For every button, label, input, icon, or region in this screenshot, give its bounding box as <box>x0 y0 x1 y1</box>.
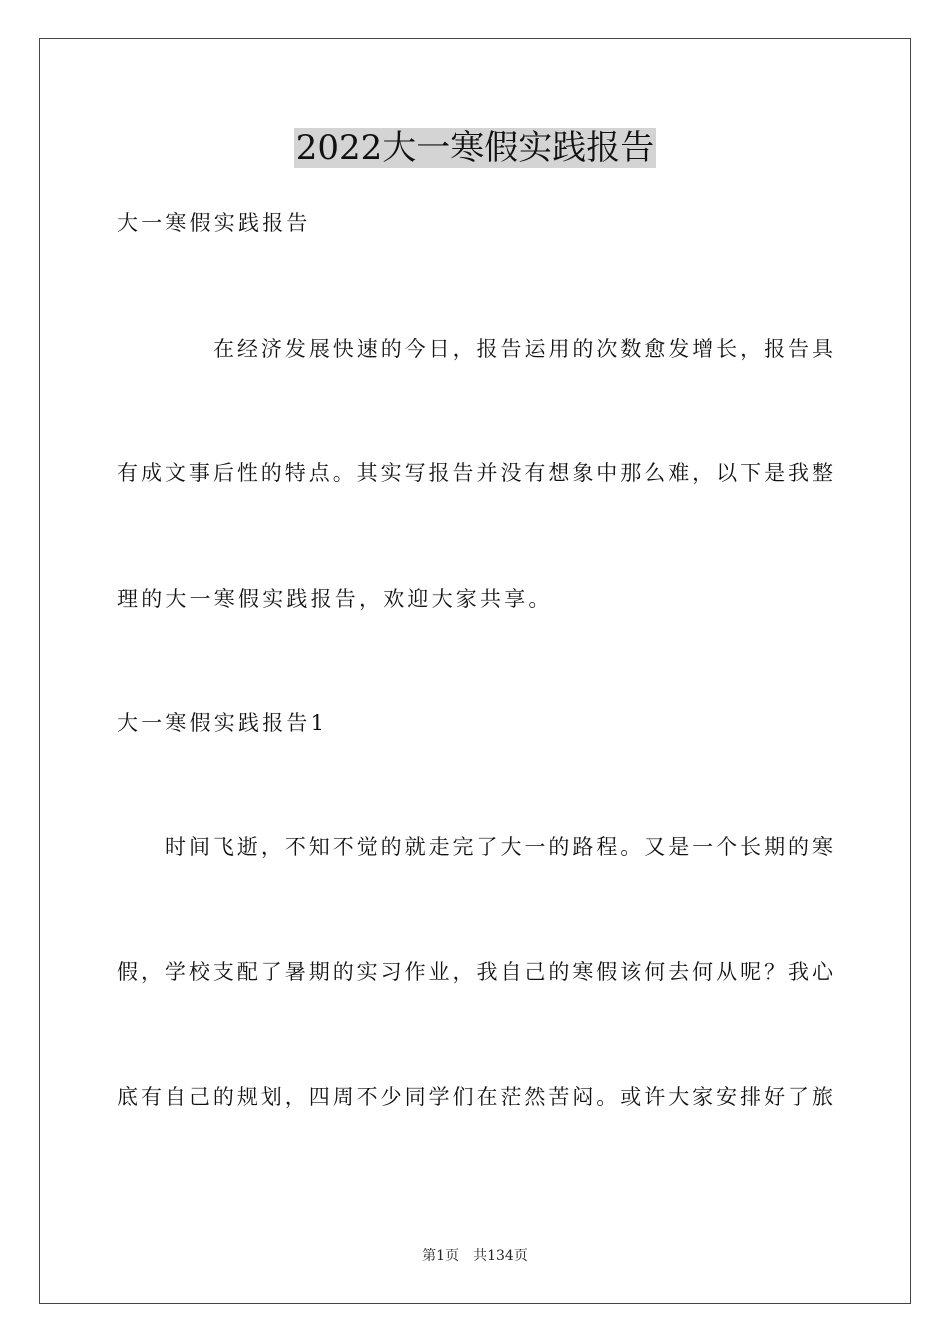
page-footer <box>0 1246 950 1266</box>
body-paragraph-line-1: 时间飞逝，不知不觉的就走完了大一的路程。又是一个长期的寒 <box>165 835 833 859</box>
document-title: 2022大一寒假实践报告 <box>295 128 655 168</box>
body-paragraph-line-3: 底有自己的规划，四周不少同学们在茫然苦闷。或许大家安排好了旅 <box>117 1085 833 1109</box>
body-paragraph-line-2: 假，学校支配了暑期的实习作业，我自己的寒假该何去何从呢？我心 <box>117 960 833 984</box>
intro-paragraph-line-2: 有成文事后性的特点。其实写报告并没有想象中那么难，以下是我整 <box>117 461 833 485</box>
section-heading: 大一寒假实践报告1 <box>117 711 328 735</box>
subtitle-line: 大一寒假实践报告 <box>117 211 311 235</box>
page-number: 第1页 <box>422 1248 460 1264</box>
intro-paragraph-line-1: 在经济发展快速的今日，报告运用的次数愈发增长，报告具 <box>213 337 833 361</box>
intro-paragraph-line-3: 理的大一寒假实践报告，欢迎大家共享。 <box>117 587 553 611</box>
page-total: 共134页 <box>473 1248 528 1264</box>
